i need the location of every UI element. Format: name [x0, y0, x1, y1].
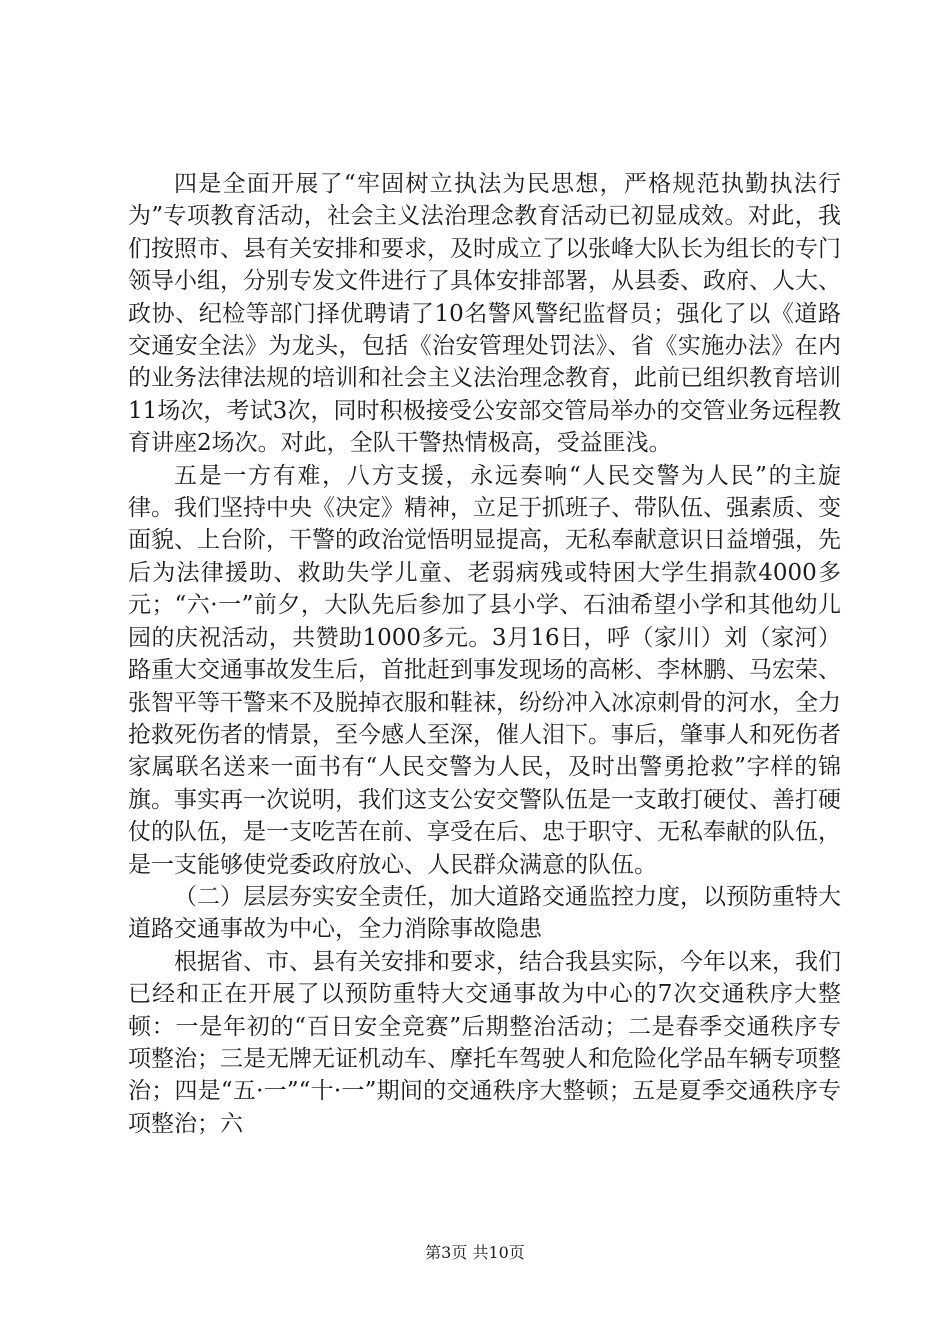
document-body [128, 168, 841, 1140]
page-footer: 第3页 共10页 [425, 1243, 525, 1262]
section-heading-two: （二）层层夯实安全责任，加大道路交通监控力度，以预防重特大道路交通事故为中心，全力消除事故隐患 [128, 883, 841, 943]
paragraph-four: 四是全面开展了“牢固树立执法为民思想，严格规范执勤执法行为”专项教育活动，社会主义法治理念教育活动已初显成效。对此，我们按照市、县有关安排和要求，及时成立了以张峰大队长为组长的专门领导小组，分别专发文件进行了具体安排部署，从县委、政府、人大、政协、纪检等部门择优聘请了10名警风警纪监督员；强化了以《道路交通安全法》为龙头，包括《治安管理处罚法》、省《实施办法》在内的业务法律法规的培训和社会主义法治理念教育，此前已组织教育培训11场次，考试3次，同时积极接受公安部交管局举办的交管业务远程教育讲座2场次。对此，全队干警热情极高，受益匪浅。 [128, 171, 841, 457]
paragraph-five: 五是一方有难，八方支援，永远奏响“人民交警为人民”的主旋律。我们坚持中央《决定》精神，立足于抓班子、带队伍、强素质、变面貌、上台阶，干警的政治觉悟明显提高，无私奉献意识日益增强，先后为法律援助、救助失学儿童、老弱病残或特困大学生捐款4000多元；“六·一”前夕，大队先后参加了县小学、石油希望小学和其他幼儿园的庆祝活动，共赞助1000多元。3月16日，呼（家川）刘（家河）路重大交通事故发生后，首批赶到事发现场的高彬、李林鹏、马宏荣、张智平等干警来不及脱掉衣服和鞋袜，纷纷冲入冰凉刺骨的河水，全力抢救死伤者的情景，至今感人至深，催人泪下。事后，肇事人和死伤者家属联名送来一面书有“人民交警为人民，及时出警勇抢救”字样的锦旗。事实再一次说明，我们这支公安交警队伍是一支敢打硬仗、善打硬仗的队伍，是一支吃苦在前、享受在后、忠于职守、无私奉献的队伍，是一支能够使党委政府放心、人民群众满意的队伍。 [128, 462, 841, 878]
paragraph-rectification: 根据省、市、县有关安排和要求，结合我县实际，今年以来，我们已经和正在开展了以预防重特大交通事故为中心的7次交通秩序大整顿：一是年初的“百日安全竞赛”后期整治活动；二是春季交通秩序专项整治；三是无牌无证机动车、摩托车驾驶人和危险化学品车辆专项整治；四是“五·一”“十·一”期间的交通秩序大整顿；五是夏季交通秩序专项整治；六 [128, 948, 841, 1137]
